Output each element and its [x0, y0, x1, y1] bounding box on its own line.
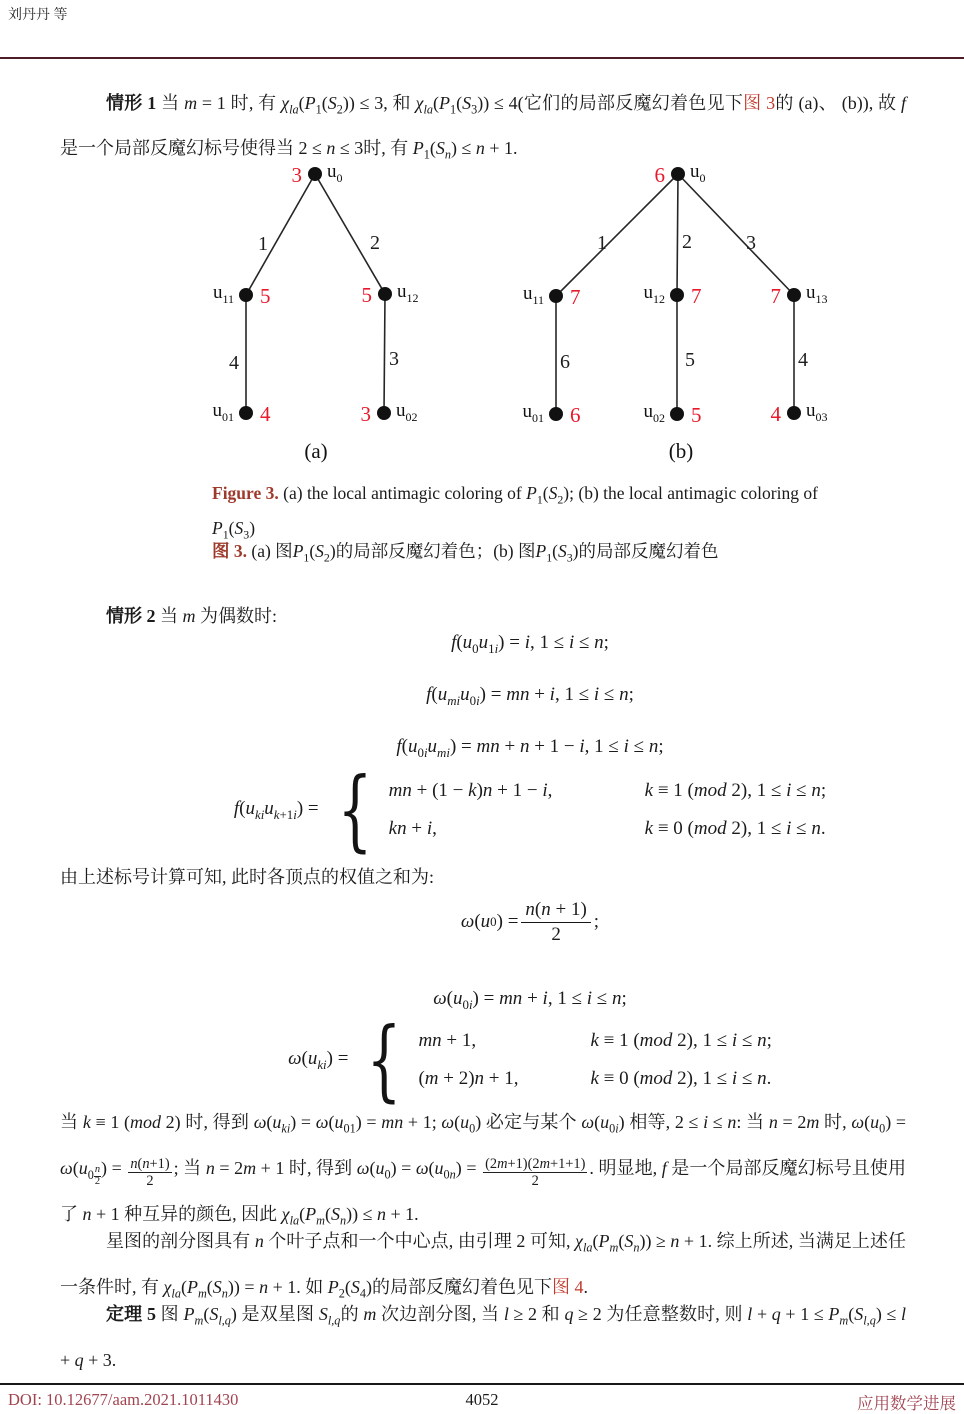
equation-f-u0iumi: $f(u_{0i}u_{mi})$ = mn + n + 1 − i, 1 ≤ i ≤ n;	[396, 736, 664, 760]
equation-f-ukiuk1i-cases	[100, 758, 960, 861]
vertex-dot	[377, 406, 391, 420]
k-odd-paragraph: 当 k ≡ 1 (mod 2) 时, 得到 $\omega(u_{ki}) = \omega(u_{01})$ = mn + 1; $\omega(u_0)$ 必定与某个 $\omega(u_{0i})$ 相等, 2 ≤ i ≤ n: 当 n = 2m 时, $\omega(u_0) = \omega(u_{0 \frac{n}{2}}$ ) = $\frac{n(n+1)}{2}$ ; 当 n = 2m + 1 时, 得到 $\omega(u_0) = \omega(u_{0n})$ = $\frac{(2m+1)(2m+1+1)}{2}$ . 明显地, f 是一个局部反魔幻标号且使用了 n + 1 种互异的颜色, 因此 $\chi_{la}(P_m(S_n)) \le n + 1$.	[60, 1112, 907, 1228]
vertex-dot	[239, 288, 253, 302]
figure3-ref-link[interactable]: 图 3	[743, 93, 776, 113]
vertex-weight: 6	[570, 403, 581, 427]
equation-omega-u0i: $\omega(u_{0i})$ = mn + i, 1 ≤ i ≤ n;	[433, 988, 627, 1012]
edge-label: 2	[682, 231, 692, 253]
vertex-dot	[549, 407, 563, 421]
figure3-caption-en: Figure 3. (a) the local antimagic coloring of $P_1(S_2)$; (b) the local antimagic coloring of $P_1(S_3)$	[212, 483, 818, 541]
case-condition: k ≡ 0 (mod 2), 1 ≤ i ≤ n.	[590, 1068, 772, 1090]
equation-omega-uki-cases	[100, 1008, 960, 1111]
edge-line	[677, 174, 678, 295]
vertex-name: $u_{01}$	[212, 400, 234, 424]
left-brace-icon: {	[337, 758, 373, 861]
panel-caption: (a)	[304, 439, 328, 463]
vertex-dot	[378, 287, 392, 301]
figure3-caption-cn: 图 3. (a) 图$P_1(S_2)$的局部反魔幻着色；(b) 图$P_1(S_3)$的局部反魔幻着色	[212, 541, 719, 565]
equation-f-u0u1i: $f(u_0u_{1i}) = i$, 1 ≤ i ≤ n;	[451, 632, 609, 656]
vertex-name: $u_{03}$	[806, 400, 828, 424]
vertex-dot	[670, 407, 684, 421]
figure3-diagram	[0, 150, 964, 472]
vertex-name: $u_{02}$	[643, 401, 665, 425]
vertex-weight: 5	[361, 283, 372, 307]
vertex-weight: 7	[691, 284, 702, 308]
vertex-dot	[787, 288, 801, 302]
equation-lhs: $f(u_{ki}u_{k+1i})$ =	[233, 798, 319, 822]
vertex-name: $u_{11}$	[212, 282, 234, 306]
edge-line	[246, 174, 315, 295]
vertex-weight: 4	[770, 402, 781, 426]
case-expression: kn + i,	[388, 818, 437, 840]
footer-journal: 应用数学进展	[857, 1394, 956, 1413]
vertex-name: $u_{01}$	[522, 401, 544, 425]
panel-caption: (b)	[668, 439, 694, 463]
vertex-dot	[671, 167, 685, 181]
vertex-dot	[308, 167, 322, 181]
edge-line	[678, 174, 794, 295]
vertex-name: $u_{13}$	[806, 282, 828, 306]
case-expression: mn + 1,	[418, 1030, 477, 1052]
edge-label: 4	[798, 349, 808, 371]
vertex-dot	[787, 406, 801, 420]
header-rule	[0, 57, 964, 59]
edge-line	[384, 294, 385, 413]
vertex-name: $u_{12}$	[643, 282, 665, 306]
vertex-weight: 7	[770, 284, 781, 308]
vertex-weight: 4	[260, 402, 271, 426]
figure3-panel-a	[213, 161, 419, 463]
vertex-name: $u_{11}$	[522, 283, 544, 307]
vertex-dot	[549, 289, 563, 303]
case-condition: k ≡ 1 (mod 2), 1 ≤ i ≤ n;	[644, 780, 827, 802]
case-condition: k ≡ 0 (mod 2), 1 ≤ i ≤ n.	[644, 818, 826, 840]
weights-intro-text: 由上述标号计算可知, 此时各顶点的权值之和为:	[60, 867, 434, 887]
case-condition: k ≡ 1 (mod 2), 1 ≤ i ≤ n;	[590, 1030, 772, 1052]
footer-rule	[0, 1383, 964, 1385]
case-expression: (m + 2)n + 1,	[418, 1068, 519, 1090]
edge-label: 3	[389, 348, 399, 370]
edge-label: 1	[258, 233, 268, 255]
edge-line	[556, 174, 678, 296]
edge-label: 4	[229, 352, 239, 374]
vertex-weight: 3	[291, 163, 302, 187]
case-expression: mn + (1 − k)n + 1 − i,	[388, 780, 553, 802]
edge-label: 5	[685, 349, 695, 371]
vertex-weight: 3	[360, 402, 371, 426]
vertex-dot	[239, 406, 253, 420]
theorem5-paragraph: 定理 5 图 $P_m(S_{l,q})$ 是双星图 $S_{l,q}$的 m 次边剖分图, 当 l ≥ 2 和 q ≥ 2 为任意整数时, 则 $l + q + 1 \le P_m(S_{l,q}) \le l + q + 3$.	[60, 1304, 907, 1370]
vertex-name: $u_{12}$	[397, 281, 419, 305]
header-author: 刘丹丹 等	[8, 8, 68, 23]
vertex-weight: 5	[260, 284, 271, 308]
vertex-weight: 7	[570, 285, 581, 309]
vertex-name: $u_{02}$	[396, 400, 418, 424]
vertex-weight: 6	[654, 163, 665, 187]
equation-omega-u0: ω ( u 0 ) = $\frac{n(n + 1)}{2}$ ;	[460, 899, 600, 945]
edge-label: 1	[597, 232, 607, 254]
left-brace-icon: {	[367, 1008, 402, 1111]
vertex-weight: 5	[691, 403, 702, 427]
footer-doi[interactable]: DOI: 10.12677/aam.2021.1011430	[8, 1390, 239, 1409]
equation-f-umiu0i: $f(u_{mi}u_{0i})$ = mn + i, 1 ≤ i ≤ n;	[426, 684, 634, 708]
vertex-name: $u_0$	[327, 161, 343, 185]
edge-label: 2	[370, 232, 380, 254]
figure4-ref-link[interactable]: 图 4	[551, 1276, 584, 1297]
edge-label: 3	[746, 232, 756, 254]
star-subdivision-paragraph: 星图的剖分图具有 n 个叶子点和一个中心点, 由引理 2 可知, $\chi_{la}(P_m(S_n)) \ge n + 1$. 综上所述, 当满足上述任一条件时, 有 $\chi_{la}(P_m(S_n)) = n + 1$. 如 $P_2(S_4)$的局部反魔幻着色见下图 4.	[60, 1231, 906, 1301]
case2-heading: 情形 2 当 m 为偶数时:	[106, 606, 278, 626]
equation-lhs: $\omega(u_{ki})$ =	[288, 1048, 349, 1072]
figure3-panel-b	[523, 161, 828, 463]
footer-page-number: 4052	[465, 1390, 499, 1409]
footer	[8, 1390, 956, 1413]
vertex-dot	[670, 288, 684, 302]
vertex-name: $u_0$	[690, 161, 706, 185]
case1-paragraph: 情形 1 当 m = 1 时, 有 $\chi_{la}(P_1(S_2)) \le 3$, 和 $\chi_{la}(P_1(S_3)) \le 4$(它们的局部反魔幻着色见下图 3的 (a)、 (b)), 故 f 是一个局部反魔幻标号使得当 2 ≤ n ≤ 3时, 有 $P_1(S_n) \le n + 1$.	[60, 93, 907, 162]
edge-label: 6	[560, 351, 570, 373]
